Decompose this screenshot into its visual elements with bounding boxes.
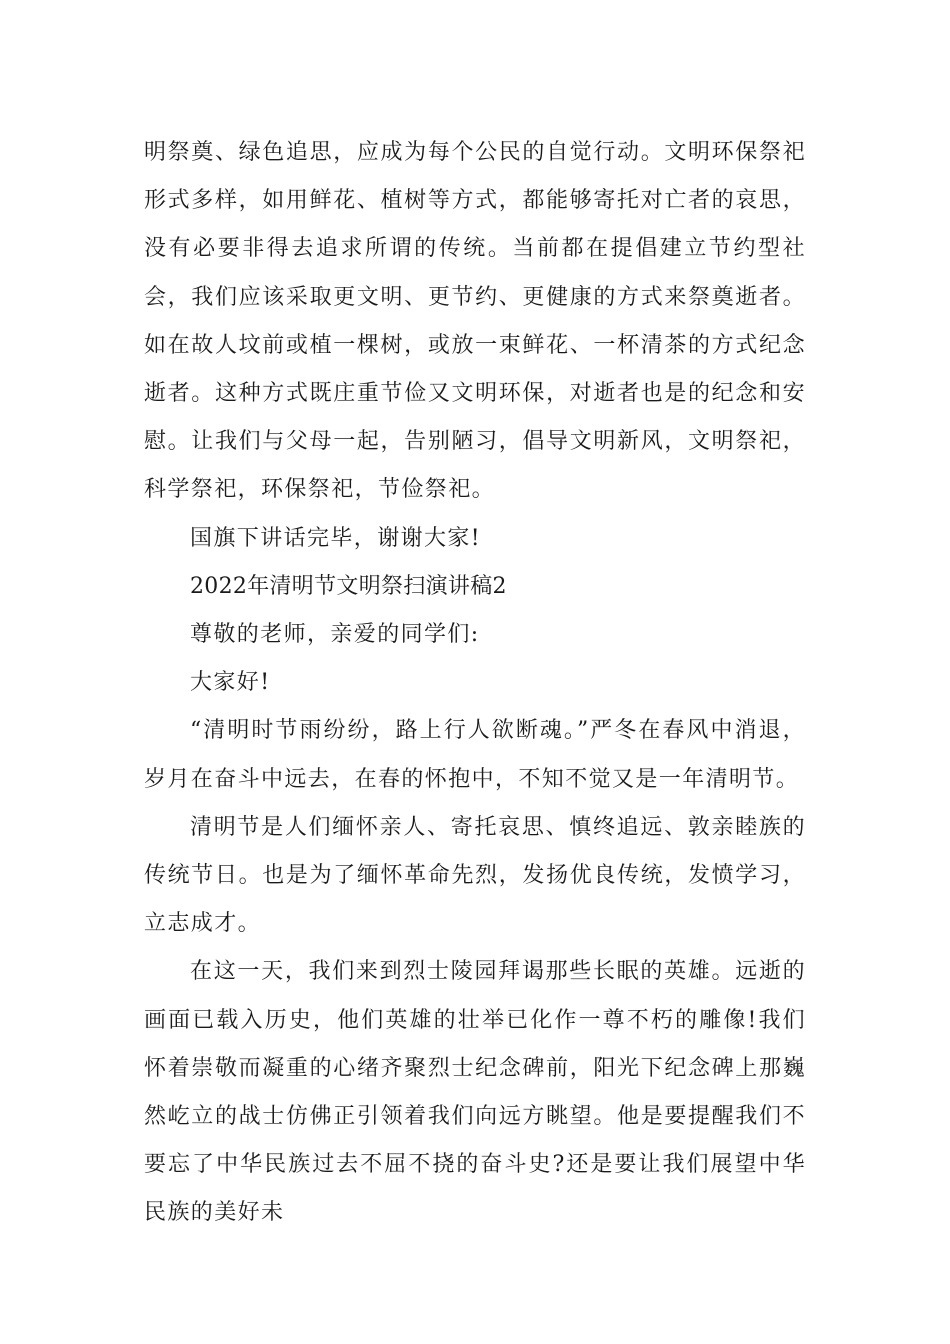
document-body	[144, 129, 806, 1238]
paragraph-martyrs-cemetery: 在这一天，我们来到烈士陵园拜谒那些长眠的英雄。远逝的画面已载入历史，他们英雄的壮举已化作一尊不朽的雕像!我们怀着崇敬而凝重的心绪齐聚烈士纪念碑前，阳光下纪念碑上那巍然屹立的战士仿佛正引领着我们向远方眺望。他是要提醒我们不要忘了中华民族过去不屈不挠的奋斗史?还是要让我们展望中华民族的美好未	[144, 959, 806, 1226]
paragraph-festival-meaning: 清明节是人们缅怀亲人、寄托哀思、慎终追远、敦亲睦族的传统节日。也是为了缅怀革命先烈，发扬优良传统，发愤学习，立志成才。	[144, 814, 806, 937]
paragraph-speech-closing: 国旗下讲话完毕，谢谢大家!	[190, 525, 482, 551]
speech-title: 2022年清明节文明祭扫演讲稿2	[190, 573, 507, 599]
greeting: 大家好!	[190, 670, 271, 696]
paragraph-poem-opening: “清明时节雨纷纷，路上行人欲断魂。”严冬在春风中消退，岁月在奋斗中远去，在春的怀抱中，不知不觉又是一年清明节。	[144, 718, 806, 792]
paragraph-civilized-sacrifice: 明祭奠、绿色追思，应成为每个公民的自觉行动。文明环保祭祀形式多样，如用鲜花、植树等方式，都能够寄托对亡者的哀思，没有必要非得去追求所谓的传统。当前都在提倡建立节约型社会，我们应该采取更文明、更节约、更健康的方式来祭奠逝者。如在故人坟前或植一棵树，或放一束鲜花、一杯清茶的方式纪念逝者。这种方式既庄重节俭又文明环保，对逝者也是的纪念和安慰。让我们与父母一起，告别陋习，倡导文明新风，文明祭祀，科学祭祀，环保祭祀，节俭祭祀。	[144, 140, 806, 503]
salutation: 尊敬的老师，亲爱的同学们:	[190, 622, 480, 648]
